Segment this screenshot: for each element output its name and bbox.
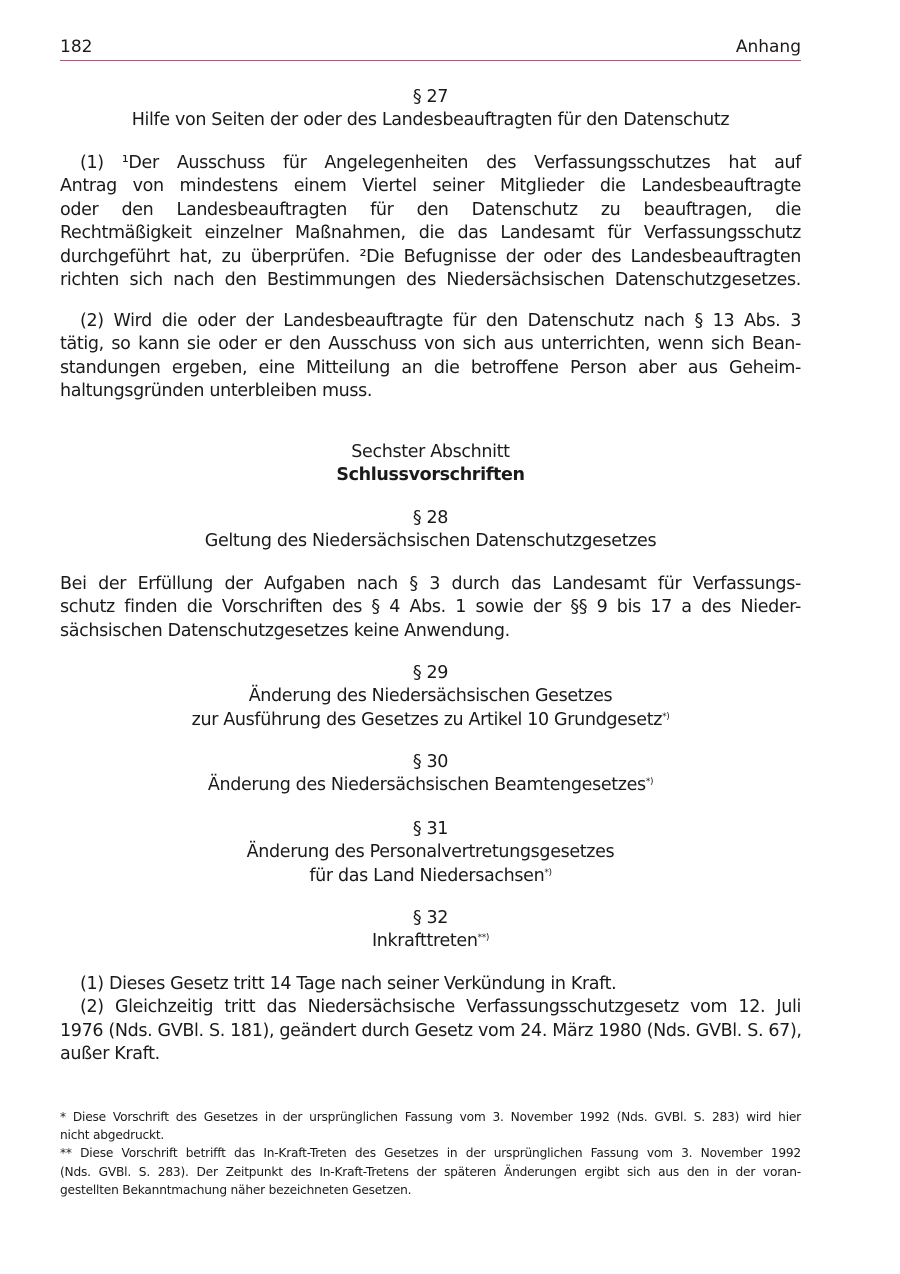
section-number: § 30: [412, 752, 449, 772]
footnote-ref: **): [477, 933, 490, 944]
text-line: (1) Dieses Gesetz tritt 14 Tage nach seiner Verkündung in Kraft.: [80, 974, 617, 994]
footnote-line: ** Diese Vorschrift betrifft das In-Kraft-Treten des Gesetzes in der ursprünglichen Fassung vom 3. November 1992: [60, 1146, 801, 1161]
section-31-heading: [60, 818, 801, 888]
section-number: § 29: [412, 663, 449, 683]
text-line: durchgeführt hat, zu überprüfen. ²Die Befugnisse der oder des Landesbeauftragten: [60, 246, 801, 267]
header-rule: [60, 60, 801, 61]
running-header: [60, 37, 801, 57]
text-line: sächsischen Datenschutzgesetzes keine Anwendung.: [60, 620, 510, 641]
section-title: Änderung des Niedersächsischen Gesetzes: [248, 686, 613, 707]
section-title: zur Ausführung des Gesetzes zu Artikel 10 Grundgesetz: [191, 709, 663, 730]
section-27-paragraph-1: [60, 152, 801, 292]
section-32-paragraphs: [60, 973, 801, 1067]
part-label: Sechster Abschnitt: [351, 442, 510, 462]
section-title: Änderung des Niedersächsischen Beamtengesetzes: [207, 775, 646, 796]
text-line: außer Kraft.: [60, 1044, 160, 1065]
section-27-heading: [60, 86, 801, 133]
text-line: schutz finden die Vorschriften des § 4 Abs. 1 sowie der §§ 9 bis 17 a des Nieder-: [60, 597, 801, 618]
section-27-paragraph-2: [60, 310, 801, 404]
section-number: § 31: [412, 819, 449, 839]
part-title: Schlussvorschriften: [336, 465, 525, 486]
section-29-heading: [60, 662, 801, 732]
section-28-paragraph: [60, 573, 801, 643]
text-line: tätig, so kann sie oder er den Ausschuss von sich aus unterrichten, wenn sich Bean-: [60, 334, 801, 355]
section-title: Hilfe von Seiten der oder des Landesbeauftragten für den Datenschutz: [131, 110, 730, 131]
section-30-heading: [60, 751, 801, 798]
text-line: 1976 (Nds. GVBl. S. 181), geändert durch Gesetz vom 24. März 1980 (Nds. GVBl. S. 67),: [60, 1020, 802, 1041]
text-line: (1) ¹Der Ausschuss für Angelegenheiten des Verfassungsschutzes hat auf: [80, 153, 801, 173]
section-28-heading: [60, 507, 801, 554]
part-heading: [60, 441, 801, 488]
header-section: Anhang: [735, 37, 801, 57]
footnote-ref: *): [645, 777, 654, 788]
text-line: standungen ergeben, eine Mitteilung an die betroffene Person aber aus Geheim-: [60, 357, 801, 378]
text-line: Antrag von mindestens einem Viertel seiner Mitglieder die Landesbeauftragte: [60, 176, 801, 197]
text-line: (2) Wird die oder der Landesbeauftragte für den Datenschutz nach § 13 Abs. 3: [80, 311, 801, 331]
footnote-line: nicht abgedruckt.: [60, 1128, 165, 1143]
text-line: richten sich nach den Bestimmungen des Niedersächsischen Datenschutzgesetzes.: [60, 270, 801, 291]
section-32-heading: [60, 907, 801, 954]
page-number: 182: [60, 37, 93, 57]
footnote-line: (Nds. GVBl. S. 283). Der Zeitpunkt des In-Kraft-Tretens der späteren Änderungen ergibt sich aus den in der voran-: [60, 1164, 801, 1179]
section-title: Änderung des Personalvertretungsgesetzes: [246, 842, 615, 863]
text-line: Bei der Erfüllung der Aufgaben nach § 3 durch das Landesamt für Verfassungs-: [60, 574, 801, 594]
section-number: § 28: [412, 508, 449, 528]
section-number: § 27: [412, 87, 449, 107]
section-title: für das Land Niedersachsen: [309, 865, 545, 886]
text-line: oder den Landesbeauftragten für den Datenschutz zu beauftragen, die: [60, 199, 801, 220]
text-line: haltungsgründen unterbleiben muss.: [60, 381, 373, 402]
footnote-ref: *): [662, 711, 670, 722]
section-title: Geltung des Niedersächsischen Datenschutzgesetzes: [204, 531, 657, 552]
section-number: § 32: [412, 908, 449, 928]
text-line: Rechtmäßigkeit einzelner Maßnahmen, die das Landesamt für Verfassungsschutz: [60, 223, 801, 244]
text-line: (2) Gleichzeitig tritt das Niedersächsische Verfassungsschutzgesetz vom 12. Juli: [80, 997, 801, 1018]
footnotes: [60, 1108, 801, 1199]
footnote-ref: *): [544, 867, 552, 878]
footnote-line: * Diese Vorschrift des Gesetzes in der ursprünglichen Fassung vom 3. November 1992 (Nds. GVBl. S. 283) wird hier: [60, 1110, 801, 1124]
section-title: Inkrafttreten: [371, 931, 478, 952]
footnote-line: gestellten Bekanntmachung näher bezeichneten Gesetzen.: [60, 1182, 412, 1197]
